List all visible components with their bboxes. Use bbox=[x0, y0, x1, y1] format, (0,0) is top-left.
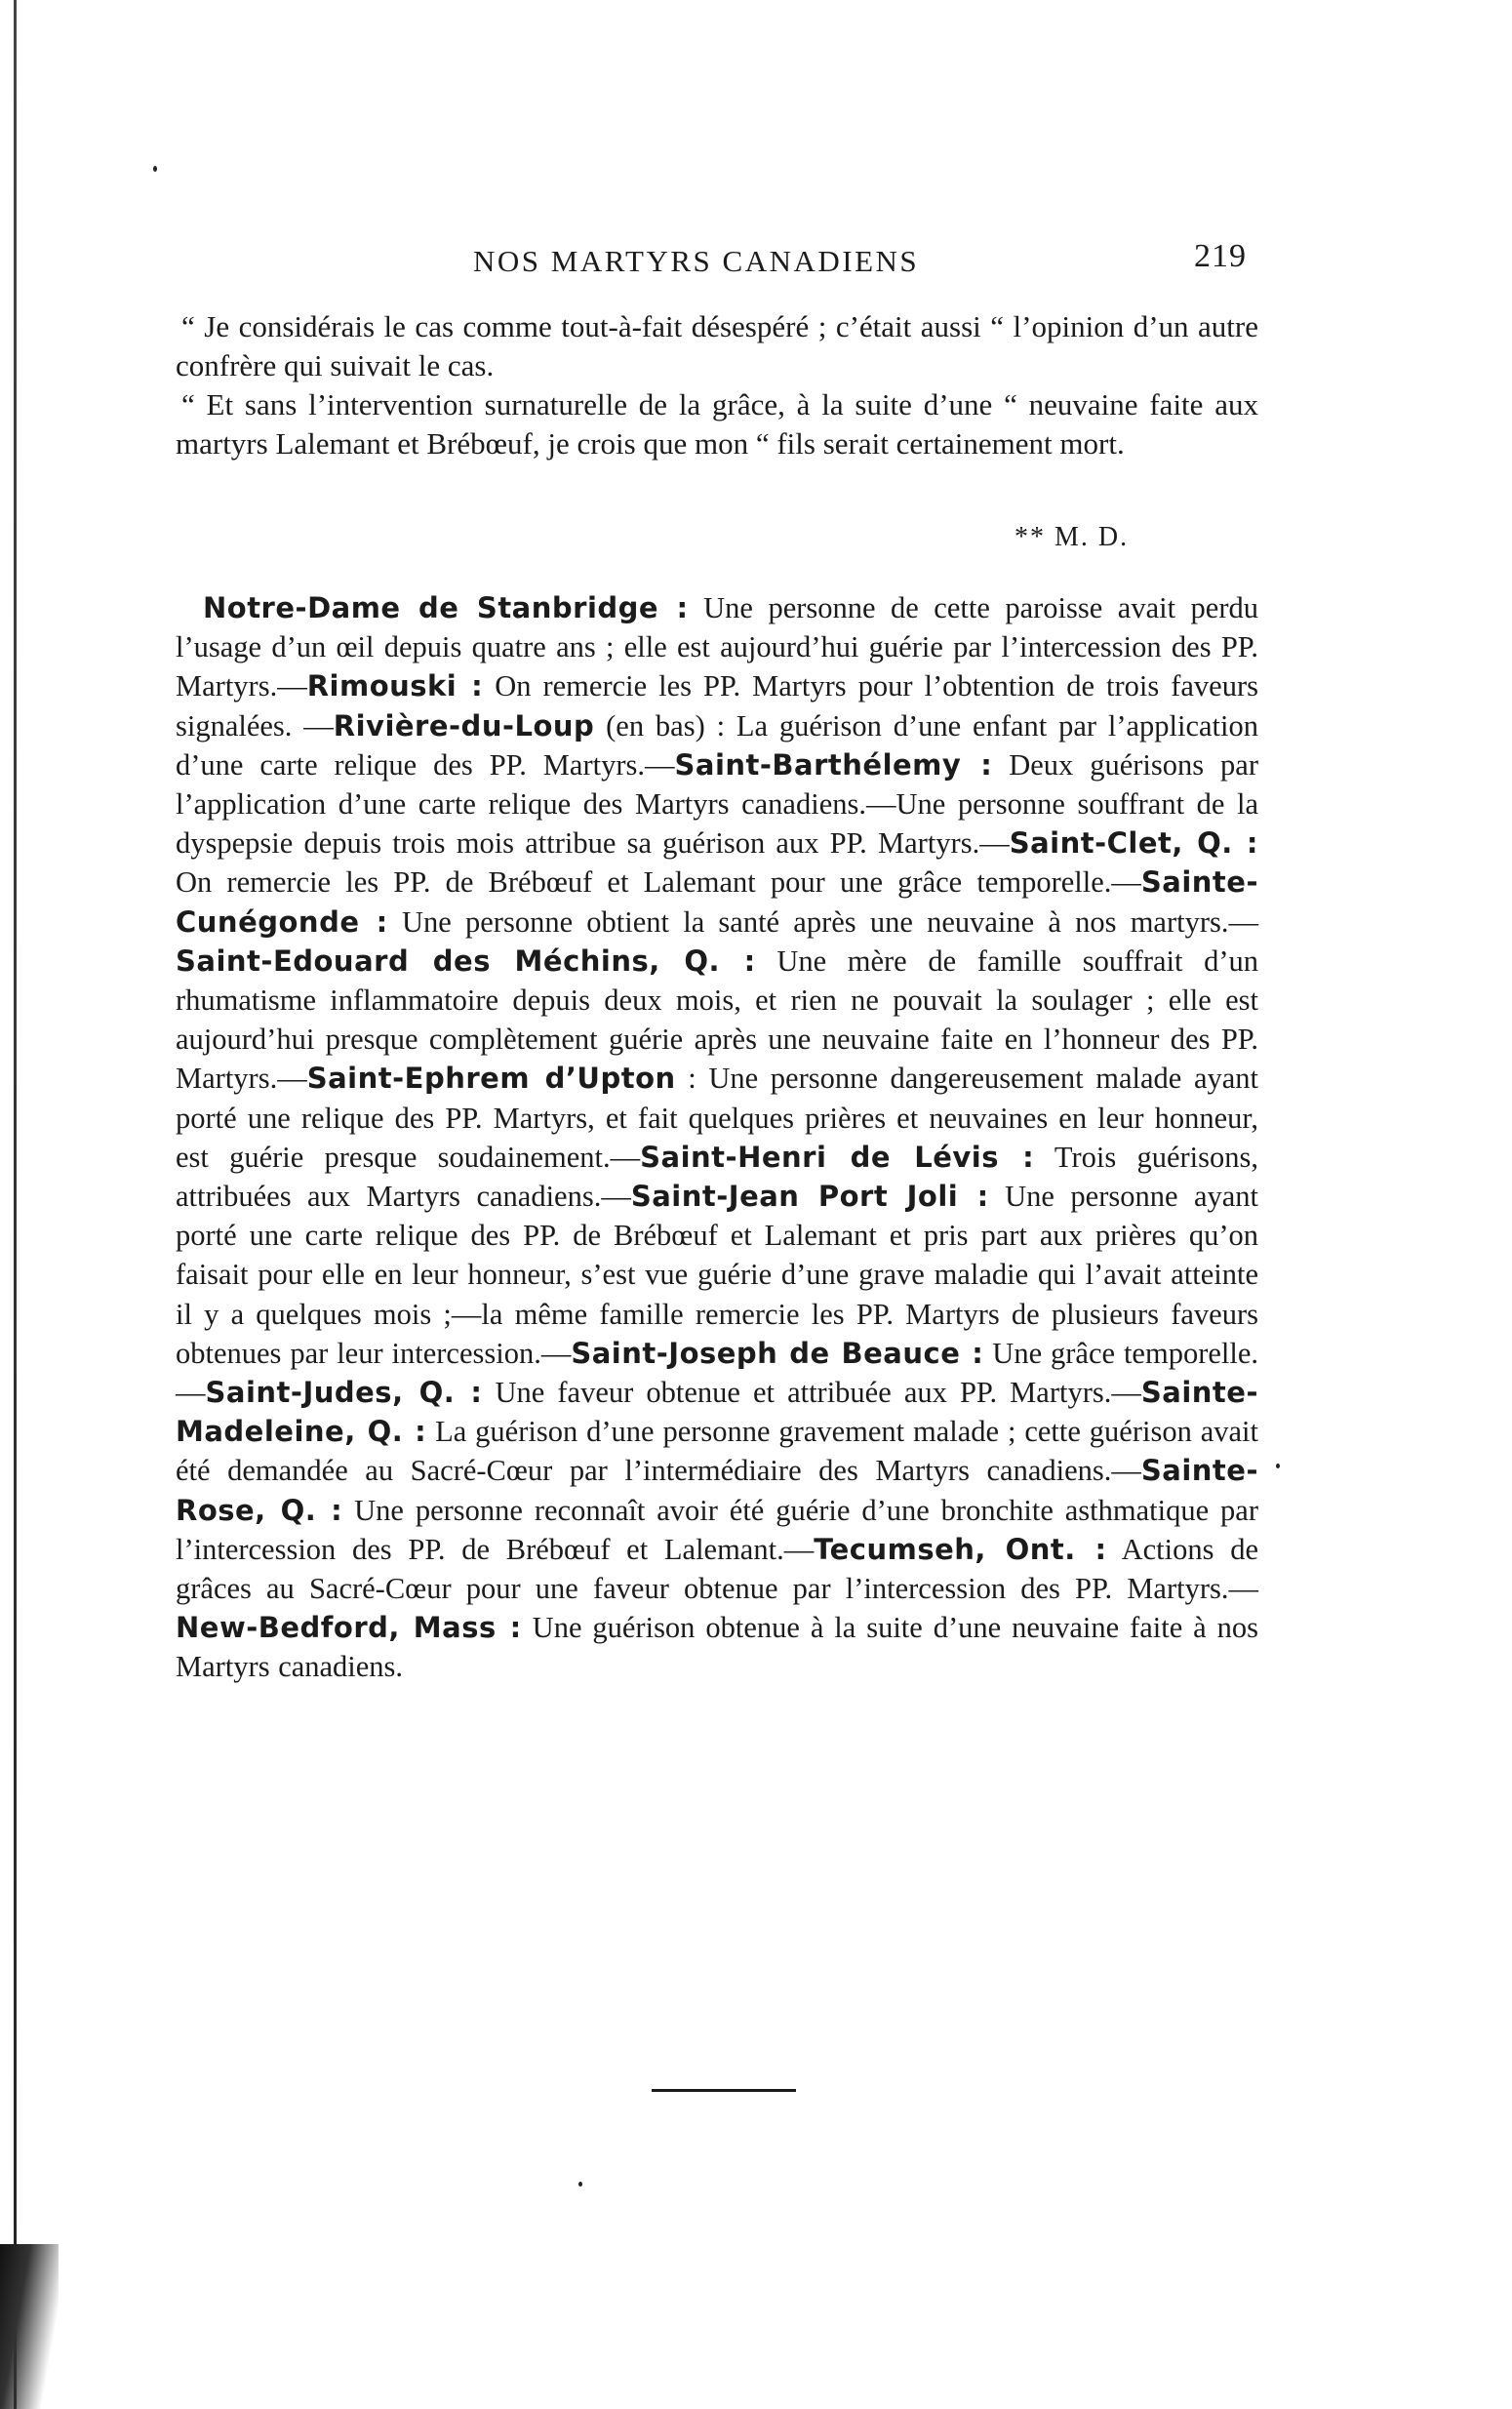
place-name: New-Bedford, Mass : bbox=[176, 1611, 522, 1645]
favour-text: Deux guérisons par l’application d’une carte relique des Martyrs canadiens.—Une personne souffrant de la dyspepsie depuis trois mois attribue sa guérison aux PP. Martyrs.— bbox=[176, 747, 1258, 861]
place-name: Sainte-Cunégonde : bbox=[176, 865, 1258, 939]
favour-text: La guérison d’une personne gravement malade ; cette guérison avait été demandée au Sacré-Cœur par l’intermédiaire des Martyrs canadiens.— bbox=[176, 1415, 1258, 1488]
favour-text: On remercie les PP. Martyrs pour l’obtention de trois faveurs signalées. — bbox=[176, 669, 1258, 743]
place-name: Rivière-du-Loup bbox=[333, 708, 595, 743]
quote-paragraph: “ Et sans l’intervention surnaturelle de la grâce, à la suite d’une “ neuvaine faite aux martyrs Lalemant et Brébœuf, je crois que mon “ fils serait certainement mort. bbox=[176, 387, 1258, 461]
place-name: Sainte-Rose, Q. : bbox=[176, 1454, 1258, 1527]
place-name: Tecumseh, Ont. : bbox=[814, 1532, 1107, 1566]
place-name: Saint-Joseph de Beauce : bbox=[571, 1336, 984, 1370]
favour-text: : Une personne dangereusement malade ayant porté une relique des PP. Martyrs, et fait quelques prières et neuvaines en leur honneur, est guérie presque soudainement.— bbox=[176, 1062, 1258, 1174]
favour-text: On remercie les PP. de Brébœuf et Lalemant pour une grâce temporelle.— bbox=[176, 865, 1141, 900]
ink-speck bbox=[1276, 1464, 1280, 1468]
favour-text: Une grâce temporelle.— bbox=[176, 1336, 1258, 1410]
place-name: Saint-Edouard des Méchins, Q. : bbox=[176, 944, 756, 978]
place-name: Saint-Barthélemy : bbox=[674, 747, 993, 782]
favour-text: Une mère de famille souffrait d’un rhumatisme inflammatoire depuis deux mois, et rien ne pouvait la soulager ; elle est aujourd’hui presque complètement guérie après une neuvaine faite en l’honneur des PP. Martyrs.— bbox=[176, 944, 1258, 1096]
page-number: 219 bbox=[1194, 238, 1247, 274]
ink-speck bbox=[578, 2182, 582, 2187]
ink-speck bbox=[153, 166, 157, 172]
favour-text: Une personne de cette paroisse avait perdu l’usage d’un œil depuis quatre ans ; elle est aujourd’hui guérie par l’intercession des PP. Martyrs.— bbox=[176, 591, 1258, 703]
place-name: Saint-Ephrem d’Upton bbox=[306, 1062, 676, 1096]
place-name: Sainte-Madeleine, Q. : bbox=[176, 1376, 1258, 1449]
place-name: Notre-Dame de Stanbridge : bbox=[203, 591, 689, 624]
favours-paragraph bbox=[176, 588, 1258, 1687]
favour-text: (en bas) : La guérison d’une enfant par l’application d’une carte relique des PP. Martyrs.— bbox=[176, 708, 1258, 782]
place-name: Saint-Clet, Q. : bbox=[1009, 826, 1259, 861]
favour-text: Une guérison obtenue à la suite d’une neuvaine faite à nos Martyrs canadiens. bbox=[176, 1611, 1259, 1684]
page-fold-shadow bbox=[0, 2244, 59, 2409]
favours-list bbox=[176, 588, 1258, 1687]
testimonial-quote bbox=[176, 307, 1258, 463]
favour-text: Une personne ayant porté une carte relique des PP. de Brébœuf et Lalemant et pris part aux prières qu’on faisait pour elle en leur honneur, s’est vue guérie d’une grave maladie qui l’avait atteinte il y a quelques mois ;—la même famille remercie les PP. Martyrs de plusieurs faveurs obtenues par leur intercession.— bbox=[176, 1180, 1258, 1370]
running-title: NOS MARTYRS CANADIENS bbox=[473, 244, 920, 278]
end-rule bbox=[652, 2089, 796, 2092]
favour-text: Une personne reconnaît avoir été guérie d’une bronchite asthmatique par l’intercession des PP. de Brébœuf et Lalemant.— bbox=[176, 1493, 1258, 1566]
quote-signature: ** M. D. bbox=[1015, 522, 1130, 552]
page-header bbox=[176, 234, 1258, 293]
place-name: Saint-Henri de Lévis : bbox=[640, 1140, 1035, 1174]
favour-text: Une faveur obtenue et attribuée aux PP. Martyrs.— bbox=[482, 1376, 1141, 1410]
page-edge-shadow bbox=[14, 0, 17, 2409]
place-name: Saint-Judes, Q. : bbox=[205, 1376, 483, 1410]
favour-text: Actions de grâces au Sacré-Cœur pour une faveur obtenue par l’intercession des PP. Martyrs.— bbox=[176, 1532, 1258, 1606]
favour-text: Trois guérisons, attribuées aux Martyrs canadiens.— bbox=[176, 1140, 1258, 1214]
place-name: Rimouski : bbox=[306, 669, 484, 703]
quote-paragraph: “ Je considérais le cas comme tout-à-fait désespéré ; c’était aussi “ l’opinion d’un autre confrère qui suivait le cas. bbox=[176, 309, 1258, 382]
place-name: Saint-Jean Port Joli : bbox=[630, 1180, 989, 1214]
favour-text: Une personne obtient la santé après une neuvaine à nos martyrs.— bbox=[387, 904, 1258, 939]
